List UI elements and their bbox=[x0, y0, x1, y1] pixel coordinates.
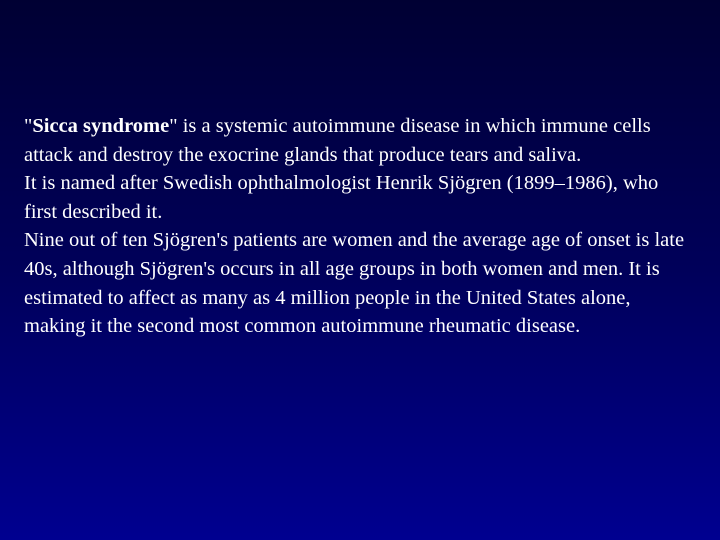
paragraph-naming: It is named after Swedish ophthalmologist Henrik Sjögren (1899–1986), who first described it. bbox=[24, 172, 659, 223]
paragraph-sicca-definition bbox=[24, 112, 696, 169]
slide-body-text bbox=[24, 112, 696, 341]
quote-open: " bbox=[24, 115, 33, 137]
term-sicca-syndrome: Sicca syndrome bbox=[32, 115, 170, 137]
paragraph-epidemiology: Nine out of ten Sjögren's patients are women and the average age of onset is late 40s, although Sjögren's occurs in all age groups in both women and men. It is estimated to affect as many as 4 million people in the United States alone, making it the second most common autoimmune rheumatic disease. bbox=[24, 229, 685, 338]
definition-text: is a systemic autoimmune disease in which immune cells attack and destroy the exocrine glands that produce tears and saliva. bbox=[24, 115, 651, 166]
quote-close: " bbox=[169, 115, 178, 137]
